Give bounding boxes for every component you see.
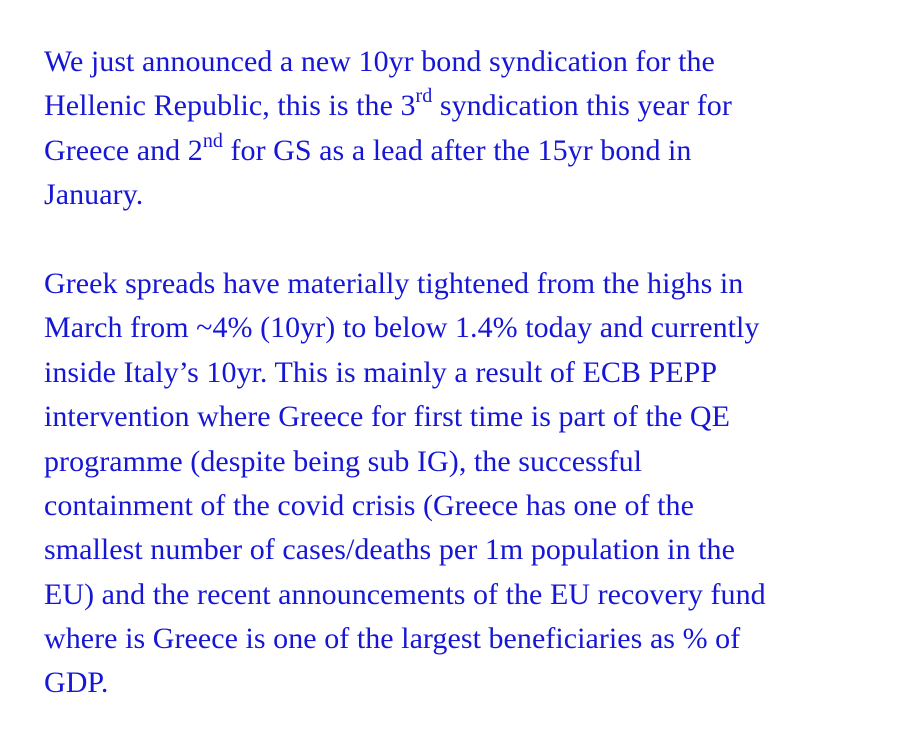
- text-line: inside Italy’s 10yr. This is mainly a result of ECB PEPP: [44, 355, 718, 389]
- document-body: [44, 40, 884, 706]
- ordinal-superscript: rd: [415, 85, 433, 108]
- text-line: January.: [44, 178, 144, 212]
- text-segment: Greece and 2: [44, 133, 203, 167]
- text-line: where is Greece is one of the largest beneficiaries as % of: [44, 622, 741, 656]
- text-line: EU) and the recent announcements of the EU recovery fund: [44, 577, 766, 611]
- text-line: intervention where Greece for first time is part of the QE: [44, 400, 730, 434]
- text-line: Greek spreads have materially tightened from the highs in: [44, 266, 744, 300]
- text-segment: Hellenic Republic, this is the 3: [44, 89, 416, 123]
- text-line: smallest number of cases/deaths per 1m population in the: [44, 533, 735, 567]
- paragraph-spreads: [44, 262, 884, 706]
- text-segment: syndication this year for: [432, 89, 732, 123]
- paragraph-announcement: [44, 40, 884, 218]
- text-line: We just announced a new 10yr bond syndication for the: [44, 45, 715, 78]
- ordinal-superscript: nd: [202, 129, 223, 152]
- text-line: [44, 129, 884, 173]
- text-line: [44, 84, 884, 128]
- text-line: GDP.: [44, 666, 109, 700]
- text-line: March from ~4% (10yr) to below 1.4% today and currently: [44, 311, 760, 345]
- text-line: containment of the covid crisis (Greece has one of the: [44, 488, 694, 522]
- text-segment: for GS as a lead after the 15yr bond in: [222, 133, 692, 167]
- text-line: programme (despite being sub IG), the successful: [44, 444, 643, 478]
